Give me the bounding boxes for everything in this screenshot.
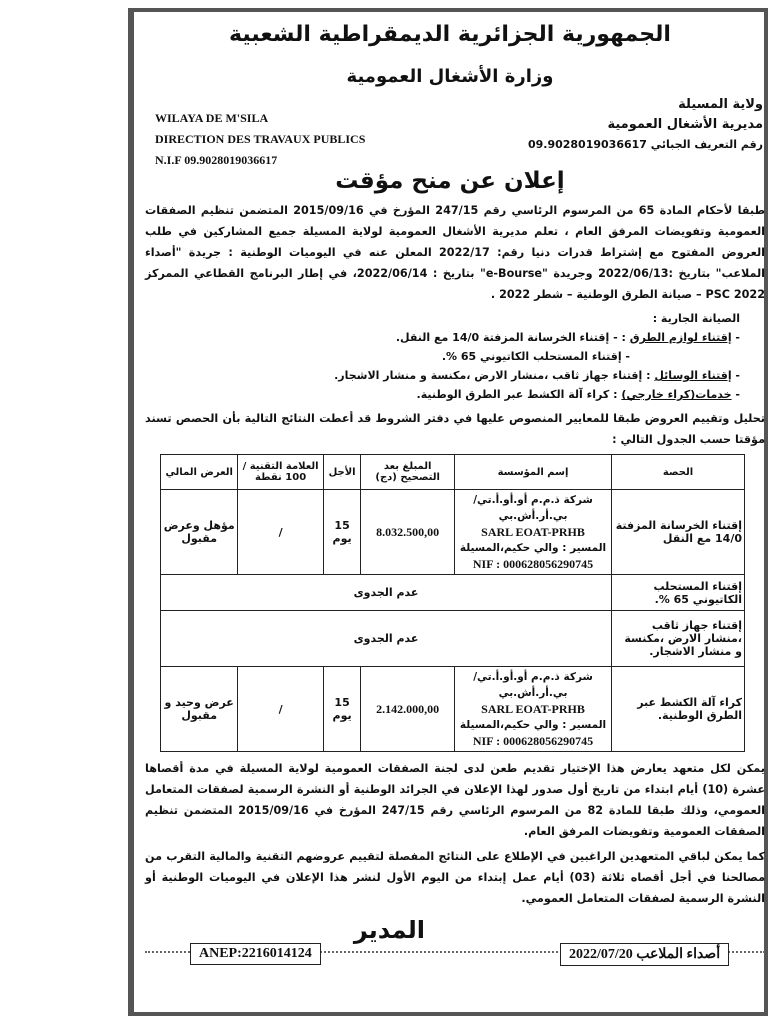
publication-box: أصداء الملاعب 2022/07/20 [560, 943, 729, 966]
document-body [145, 0, 765, 1003]
table-header: الحصة إسم المؤسسة المبلغ بعد التصحيح (دج) الأجل العلامة التقنية / 100 نقطة العرض المالي [161, 455, 745, 490]
table-row: إقتناء جهاز ثاقب ،منشار الارض ،مكنسة و منشار الاشجار. عدم الجدوى [161, 611, 745, 667]
appeal-paragraph: يمكن لكل متعهد يعارض هذا الإختيار تقديم طعن لدى لجنة الصفقات العمومية لولاية المسيلة في مدة أقصاها عشرة (10) أيام ابتداء من تاريخ أول صدور لهذا الإعلان في الجرائد الوطنية أو النشرة الرسمية لصفقات المتعامل العمومي، وذلك طبقا للمادة 82 من المرسوم الرئاسي رقم 247/15 المؤرخ في 2015/09/16 المتضمن تنظيم الصفقات العمومية وتفويضات المرفق العام. [145, 762, 765, 838]
list-item: - إقتناء الوسائل : إقتناء جهاز ثاقب ،منشار الارض ،مكنسة و منشار الاشجار. [334, 369, 740, 382]
wilaya-fr: WILAYA DE M'SILA [155, 111, 269, 125]
signature-title: المدير [353, 916, 425, 944]
republic-heading: الجمهورية الجزائرية الديمقراطية الشعبية [229, 22, 671, 47]
consult-paragraph: كما يمكن لباقي المتعهدين الراغبين في الإطلاع على النتائج المفصلة لتقييم عروضهم التقنية والمالية التقرب من مصالحنا في أجل أقصاه ثلاثة (03) أيام عمل إبتداء من اليوم الأول لنشر هذا الإعلان في اليوميات الوطنية أو النشرة الرسمية لصفقات المتعامل العمومي. [145, 850, 765, 905]
table-row: إقتناء الخرسانة المزفتة 14/0 مع النقل شركة ذ.م.م أو.أو.أ.تي/بي.أر.أش.بي SARL EOAT-PRHB المسير : والي حكيم،المسيلة NIF : 000628056290745 8.032.500,00 15 يوم / مؤهل وعرض مقبول [161, 490, 745, 575]
results-table [160, 454, 745, 752]
lots-list [145, 309, 765, 404]
list-item: - إقتناء لوازم الطرق : - إقتناء الخرسانة المزفتة 14/0 مع النقل. [395, 331, 740, 344]
direction-ar: مديرية الأشغال العمومية [607, 117, 763, 132]
list-heading: الصيانة الجارية : [652, 312, 740, 325]
ministry-heading: وزارة الأشغال العمومية [346, 66, 554, 87]
table-row: إقتناء المستحلب الكاتيوني 65 %. عدم الجدوى [161, 575, 745, 611]
direction-fr: DIRECTION DES TRAVAUX PUBLICS [155, 132, 366, 146]
analysis-text: تحليل وتقييم العروض طبقا للمعايير المنصوص عليها في دفتر الشروط قد أعطت النتائج التالية بأن الحصص تسند مؤقتا حسب الجدول التالي : [145, 412, 765, 446]
wilaya-ar: ولاية المسيلة [678, 97, 763, 112]
notice-title: إعلان عن منح مؤقت [335, 168, 565, 194]
nif-fr: N.I.F 09.9028019036617 [155, 153, 278, 167]
list-item: - خدمات(كراء خارجي) : كراء آلة الكشط عبر الطرق الوطنية. [416, 388, 740, 401]
list-item: - إقتناء المستحلب الكاتيوني 65 %. [441, 350, 630, 363]
anep-box: ANEP:2216014124 [190, 943, 321, 965]
nif-ar: رقم التعريف الجبائي 09.9028019036617 [527, 138, 763, 151]
intro-paragraph: طبقا لأحكام المادة 65 من المرسوم الرئاسي رقم 247/15 المؤرخ في 2015/09/16 المتضمن تنظيم الصفقات العمومية وتفويضات المرفق العام ، تعلم مديرية الأشغال العمومية لولاية المسيلة جميع المشاركين في طلب العروض المفتوح مع إشتراط قدرات دنيا رقم: 2022/17 المعلن عنه في اليوميات الوطنية : جريدة "أصداء الملاعب" بتاريخ :2022/06/13 وجريدة "e-Bourse" بتاريخ : 2022/06/14، في إطار البرنامج القطاعي الممركز PSC 2022 – صيانة الطرق الوطنية – شطر 2022 . [145, 204, 765, 301]
table-row: كراء آلة الكشط عبر الطرق الوطنية. شركة ذ.م.م أو.أو.أ.تي/بي.أر.أش.بي SARL EOAT-PRHB المسير : والي حكيم،المسيلة NIF : 000628056290745 2.142.000,00 15 يوم / عرض وحيد و مقبول [161, 667, 745, 752]
footer-rule [145, 946, 765, 983]
